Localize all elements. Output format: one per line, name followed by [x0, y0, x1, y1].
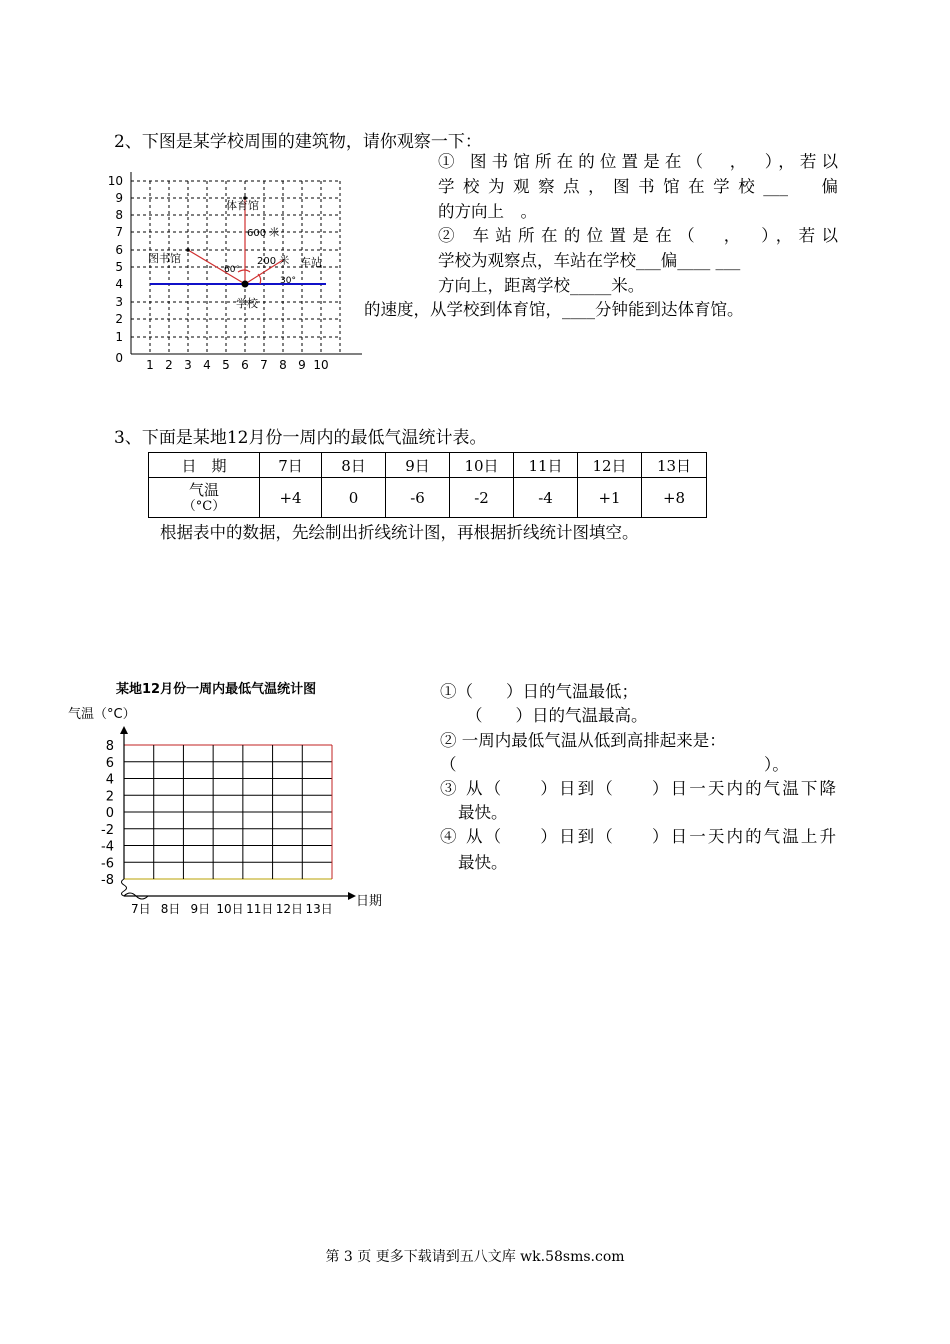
table-row — [149, 478, 707, 518]
chart-y-tick: -8 — [101, 873, 114, 888]
x-tick: 10 — [313, 358, 329, 372]
q2-line7: 的速度，从学校到体育馆，____分钟能到达体育馆。 — [364, 300, 744, 319]
chart-y-tick: -6 — [101, 856, 114, 872]
chart-x-tick: 11日 — [246, 902, 274, 916]
x-tick: 1 — [146, 358, 154, 372]
x-tick: 3 — [184, 358, 192, 372]
y-tick: 7 — [115, 225, 123, 239]
table-cell: 7日 — [260, 453, 322, 478]
q3-a2: （ ）日的气温最高。 — [466, 706, 648, 725]
gym-label: 体育馆 — [226, 199, 259, 212]
x-tick: 5 — [222, 358, 230, 372]
school-label: 学校 — [236, 297, 258, 310]
station-label: 车站 — [300, 256, 322, 269]
y-tick: 0 — [115, 351, 123, 365]
distance-200: 200 米 — [257, 256, 290, 267]
chart-x-tick: 9日 — [190, 902, 211, 916]
x-tick: 8 — [279, 358, 287, 372]
distance-600: 600 米 — [247, 228, 280, 239]
q2-line3: 的方向上 。 — [438, 202, 537, 221]
chart-title: 某地12月份一周内最低气温统计图 — [116, 682, 317, 697]
q2-line4: ② 车站所在的位置是在（ ， ），若以 — [438, 226, 838, 245]
y-tick: 9 — [115, 191, 123, 205]
angle-30: 30° — [280, 276, 296, 286]
table-cell: +4 — [260, 478, 322, 518]
chart-xlabel: 日期 — [356, 894, 383, 909]
page-footer: 第 3 页 更多下载请到五八文库 wk.58sms.com — [325, 1249, 625, 1265]
table-cell: -4 — [514, 478, 578, 518]
q3-c2: 最快。 — [458, 803, 508, 822]
table-cell: 12日 — [578, 453, 642, 478]
x-tick: 2 — [165, 358, 173, 372]
table-cell: 日 期 — [149, 453, 260, 478]
table-cell: 0 — [322, 478, 386, 518]
q3-instruction: 根据表中的数据，先绘制出折线统计图，再根据折线统计图填空。 — [160, 523, 639, 542]
y-tick: 10 — [107, 174, 123, 188]
chart-y-tick: 8 — [105, 739, 114, 754]
q2-line6: 方向上，距离学校_____米。 — [438, 276, 645, 295]
chart-ylabel: 气温（°C） — [68, 707, 136, 722]
table-cell: +1 — [578, 478, 642, 518]
table-cell — [149, 478, 260, 518]
q2-line2: 学校为观察点，图书馆在学校___ 偏 — [438, 177, 838, 196]
q2-title: 2、下图是某学校周围的建筑物，请你观察一下： — [114, 132, 482, 152]
temperature-chart — [64, 676, 394, 916]
chart-grid — [124, 745, 332, 879]
chart-y-tick: -4 — [101, 839, 114, 855]
chart-x-tick: 10日 — [216, 902, 244, 916]
chart-y-tick: 0 — [105, 806, 114, 821]
school-point — [242, 281, 249, 288]
chart-x-tick: 12日 — [275, 902, 304, 916]
y-tick: 1 — [115, 330, 123, 344]
chart-y-tick: 4 — [105, 772, 114, 788]
x-tick: 4 — [203, 358, 211, 372]
q2-line5: 学校为观察点，车站在学校___偏____ ___ — [438, 251, 741, 270]
table-cell: 13日 — [642, 453, 707, 478]
temp-label: 气温 — [188, 480, 219, 499]
axis-break — [122, 879, 127, 896]
chart-x-tick: 8日 — [160, 902, 181, 916]
q3-d2: 最快。 — [458, 853, 508, 872]
angle-60: 60° — [224, 265, 240, 275]
q2-line1: ① 图书馆所在的位置是在（ ， ），若以 — [438, 152, 838, 171]
q3-title: 3、下面是某地12月份一周内的最低气温统计表。 — [114, 428, 487, 448]
table-cell: -6 — [386, 478, 450, 518]
y-tick: 2 — [115, 312, 123, 326]
y-tick: 8 — [115, 208, 123, 222]
coordinate-map — [100, 162, 370, 376]
chart-y-tick: -2 — [101, 822, 114, 838]
chart-y-tick: 2 — [105, 789, 114, 805]
chart-x-tick: 7日 — [131, 902, 151, 916]
table-cell: +8 — [642, 478, 707, 518]
x-tick: 6 — [241, 358, 249, 372]
x-tick: 9 — [298, 358, 306, 372]
chart-y-tick: 6 — [105, 755, 114, 771]
table-row — [149, 453, 707, 478]
q3-a1: ①（ ）日的气温最低； — [440, 682, 638, 701]
table-cell: 8日 — [322, 453, 386, 478]
x-tick: 7 — [260, 358, 268, 372]
y-tick: 5 — [115, 260, 123, 274]
q3-b2-close: ）。 — [764, 755, 789, 774]
q3-b1: ② 一周内最低气温从低到高排起来是： — [440, 731, 726, 750]
y-tick: 3 — [115, 295, 123, 309]
chart-x-arrow — [348, 892, 356, 900]
table-cell: 10日 — [450, 453, 514, 478]
chart-x-tick: 13日 — [305, 902, 333, 916]
y-tick: 6 — [115, 243, 123, 257]
temperature-table — [148, 452, 707, 518]
table-cell: 11日 — [514, 453, 578, 478]
table-cell: 9日 — [386, 453, 450, 478]
q3-c1: ③ 从（ ）日到（ ）日一天内的气温下降 — [440, 779, 836, 798]
table-cell: -2 — [450, 478, 514, 518]
library-label: 图书馆 — [148, 252, 181, 265]
q3-b2-open: （ — [440, 755, 457, 774]
y-tick: 4 — [115, 277, 123, 291]
q3-d1: ④ 从（ ）日到（ ）日一天内的气温上升 — [440, 827, 836, 846]
temp-unit: （°C） — [182, 498, 226, 514]
chart-y-arrow — [120, 726, 128, 734]
library-point — [186, 248, 190, 252]
